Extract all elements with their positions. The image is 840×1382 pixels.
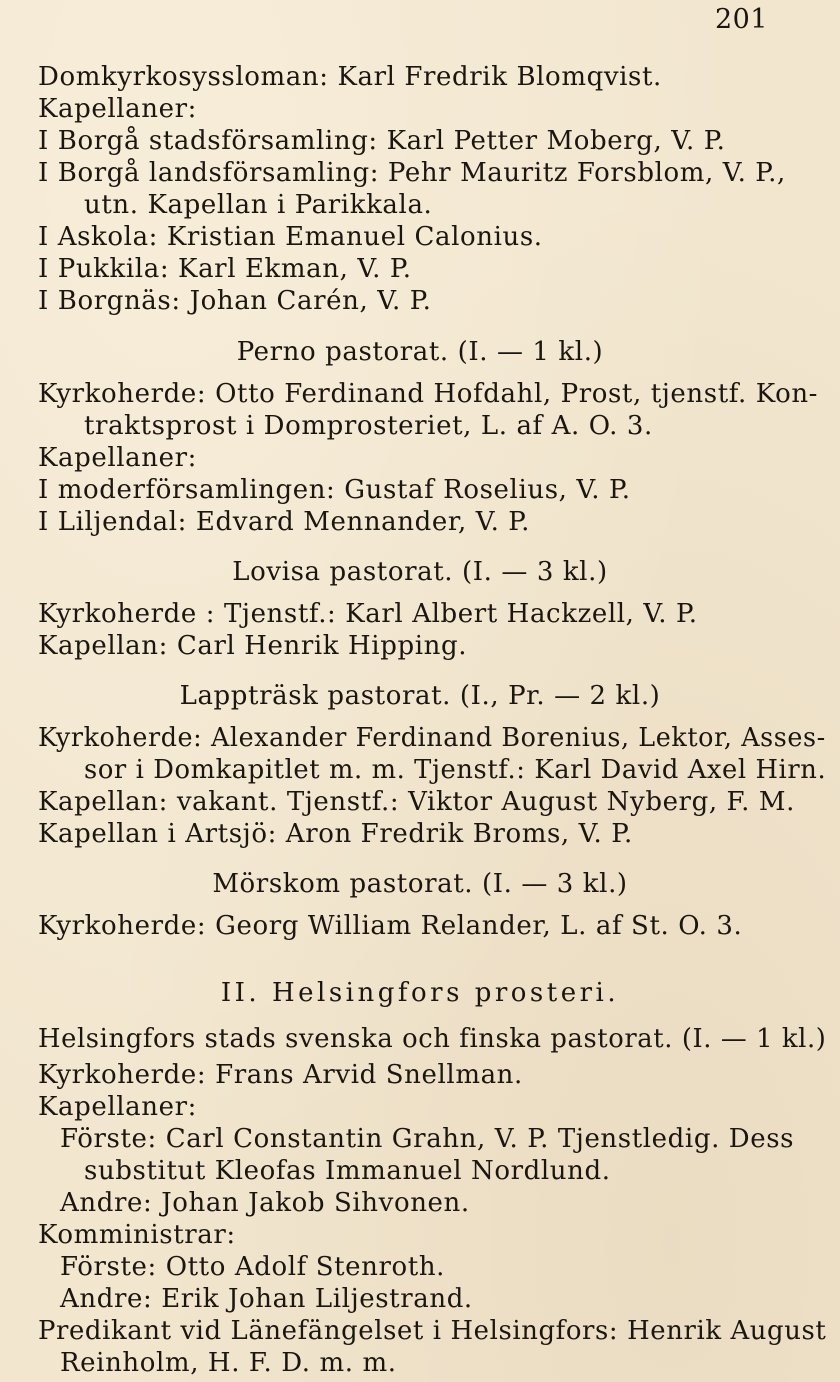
text-line: Komministrar: [38, 1220, 236, 1250]
text-line: Förste: Carl Constantin Grahn, V. P. Tjenstledig. Dess [60, 1124, 795, 1154]
text-line: Kapellaner: [38, 443, 198, 473]
text-line: I Askola: Kristian Emanuel Calonius. [38, 222, 543, 252]
text-line: Kyrkoherde: Alexander Ferdinand Borenius, Lektor, Asses- [38, 723, 826, 753]
text-line: Helsingfors stads svenska och finska pastorat. (I. — 1 kl.) [38, 1024, 827, 1054]
text-line: sor i Domkapitlet m. m. Tjenstf.: Karl David Axel Hirn. [84, 755, 827, 785]
text-line: I Borgå stadsförsamling: Karl Petter Moberg, V. P. [38, 126, 726, 156]
section-heading-morskom: Mörskom pastorat. (I. — 3 kl.) [212, 869, 628, 899]
text-line: traktsprost i Domprosteriet, L. af A. O. 3. [84, 411, 653, 441]
text-line: Domkyrkosyssloman: Karl Fredrik Blomqvist. [38, 62, 662, 92]
text-line: Kyrkoherde : Tjenstf.: Karl Albert Hackzell, V. P. [38, 599, 698, 629]
section-heading-lapptrask: Lappträsk pastorat. (I., Pr. — 2 kl.) [179, 681, 661, 711]
text-line: I Pukkila: Karl Ekman, V. P. [38, 254, 412, 284]
text-line: I Borgnäs: Johan Carén, V. P. [38, 286, 432, 316]
text-line: Kapellaner: [38, 94, 198, 124]
text-line: Kyrkoherde: Otto Ferdinand Hofdahl, Prost, tjenstf. Kon- [38, 379, 819, 409]
text-line: Andre: Johan Jakob Sihvonen. [60, 1188, 470, 1218]
text-line: I moderförsamlingen: Gustaf Roselius, V. P. [38, 475, 631, 505]
text-line: Predikant vid Länefängelset i Helsingfors: Henrik August [38, 1316, 827, 1346]
page-number: 201 [714, 4, 768, 35]
text-line: I Borgå landsförsamling: Pehr Mauritz Forsblom, V. P., [38, 158, 786, 188]
text-line: Kapellan i Artsjö: Aron Fredrik Broms, V. P. [38, 819, 633, 849]
text-line: Kapellan: Carl Henrik Hipping. [38, 631, 468, 661]
text-line: substitut Kleofas Immanuel Nordlund. [84, 1156, 611, 1186]
text-line: Kapellan: vakant. Tjenstf.: Viktor August Nyberg, F. M. [38, 787, 795, 817]
text-line: Reinholm, H. F. D. m. m. [60, 1348, 397, 1378]
text-line: I Liljendal: Edvard Mennander, V. P. [38, 507, 530, 537]
section-heading-perno: Perno pastorat. (I. — 1 kl.) [236, 337, 604, 367]
text-line: utn. Kapellan i Parikkala. [84, 190, 433, 220]
text-line: Kapellaner: [38, 1092, 198, 1122]
text-line: Kyrkoherde: Georg William Relander, L. af St. O. 3. [38, 911, 743, 941]
text-line: Förste: Otto Adolf Stenroth. [60, 1252, 446, 1282]
text-line: Andre: Erik Johan Liljestrand. [60, 1284, 473, 1314]
text-line: Kyrkoherde: Frans Arvid Snellman. [38, 1060, 523, 1090]
section-heading-lovisa: Lovisa pastorat. (I. — 3 kl.) [232, 557, 608, 587]
chapter-heading-helsingfors: II. Helsingfors prosteri. [220, 978, 620, 1008]
